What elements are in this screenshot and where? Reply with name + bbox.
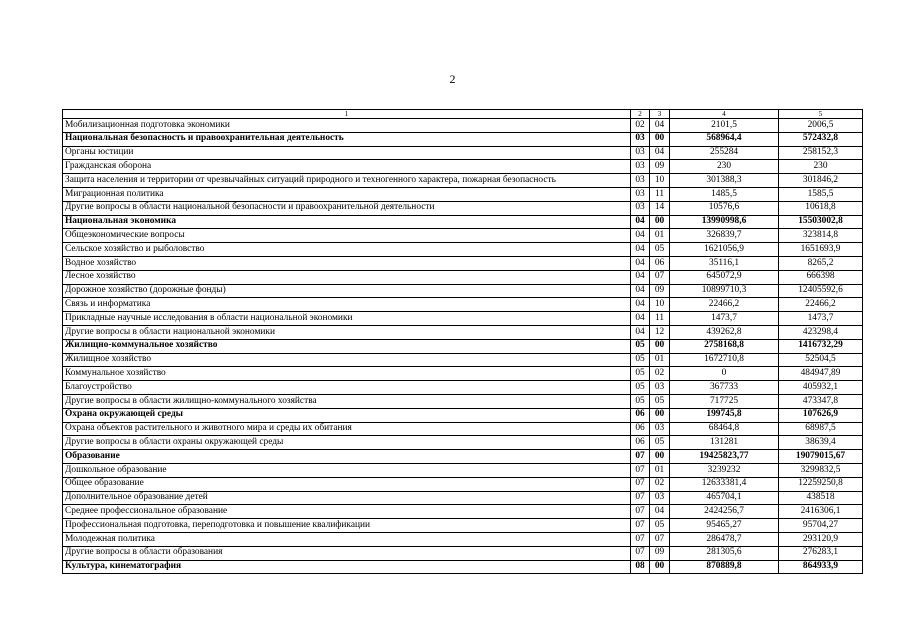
amount-col-4: 367733 [670,381,779,395]
amount-col-4: 1485,5 [670,187,779,201]
table-row [63,256,863,270]
amount-col-4: 2758168,8 [670,339,779,353]
amount-col-4: 1473,7 [670,312,779,326]
amount-col-5: 666398 [779,270,863,284]
subsection-code: 01 [650,353,670,367]
table-row [63,215,863,229]
amount-col-5: 19079015,67 [779,450,863,464]
section-code: 04 [631,243,650,257]
table-row [63,353,863,367]
amount-col-5: 10618,8 [779,201,863,215]
amount-col-4: 68464,8 [670,422,779,436]
table-row [63,325,863,339]
amount-col-4: 717725 [670,394,779,408]
amount-col-5: 22466,2 [779,298,863,312]
row-name: Лесное хозяйство [63,270,631,284]
row-name: Сельское хозяйство и рыболовство [63,243,631,257]
row-name: Молодежная политика [63,532,631,546]
subsection-code: 04 [650,119,670,133]
amount-col-4: 19425823,77 [670,450,779,464]
amount-col-5: 8265,2 [779,256,863,270]
subsection-code: 09 [650,284,670,298]
table-row [63,560,863,574]
subsection-code: 03 [650,381,670,395]
header-col-1: 1 [63,110,631,119]
table-row [63,463,863,477]
section-code: 04 [631,298,650,312]
subsection-code: 07 [650,532,670,546]
amount-col-5: 438518 [779,491,863,505]
amount-col-5: 484947,89 [779,367,863,381]
section-code: 05 [631,394,650,408]
table-row [63,546,863,560]
row-name: Органы юстиции [63,146,631,160]
row-name: Охрана объектов растительного и животного мира и среды их обитания [63,422,631,436]
section-code: 07 [631,532,650,546]
amount-col-5: 276283,1 [779,546,863,560]
section-code: 03 [631,132,650,146]
section-code: 07 [631,463,650,477]
amount-col-4: 2101,5 [670,119,779,133]
row-name: Национальная безопасность и правоохранительная деятельность [63,132,631,146]
subsection-code: 04 [650,505,670,519]
section-code: 04 [631,312,650,326]
section-code: 05 [631,339,650,353]
subsection-code: 12 [650,325,670,339]
subsection-code: 05 [650,243,670,257]
table-row [63,270,863,284]
amount-col-5: 1585,5 [779,187,863,201]
row-name: Связь и информатика [63,298,631,312]
row-name: Гражданская оборона [63,160,631,174]
table-row [63,243,863,257]
table-row [63,160,863,174]
amount-col-4: 35116,1 [670,256,779,270]
table-row [63,519,863,533]
amount-col-5: 230 [779,160,863,174]
amount-col-5: 68987,5 [779,422,863,436]
amount-col-5: 15503002,8 [779,215,863,229]
amount-col-4: 645072,9 [670,270,779,284]
row-name: Дорожное хозяйство (дорожные фонды) [63,284,631,298]
section-code: 07 [631,546,650,560]
amount-col-4: 13990998,6 [670,215,779,229]
table-row [63,477,863,491]
subsection-code: 09 [650,160,670,174]
amount-col-4: 10899710,3 [670,284,779,298]
section-code: 06 [631,422,650,436]
row-name: Охрана окружающей среды [63,408,631,422]
amount-col-4: 1621056,9 [670,243,779,257]
amount-col-4: 3239232 [670,463,779,477]
section-code: 07 [631,505,650,519]
amount-col-4: 286478,7 [670,532,779,546]
row-name: Образование [63,450,631,464]
table-row [63,146,863,160]
row-name: Миграционная политика [63,187,631,201]
row-name: Защита населения и территории от чрезвычайных ситуаций природного и техногенного характера, пожарная безопасность [63,174,631,188]
table-row [63,229,863,243]
budget-table [62,109,863,574]
amount-col-4: 199745,8 [670,408,779,422]
row-name: Благоустройство [63,381,631,395]
section-code: 05 [631,381,650,395]
section-code: 03 [631,201,650,215]
amount-col-4: 281305,6 [670,546,779,560]
row-name: Коммунальное хозяйство [63,367,631,381]
subsection-code: 01 [650,229,670,243]
table-row [63,436,863,450]
row-name: Жилищное хозяйство [63,353,631,367]
amount-col-4: 95465,27 [670,519,779,533]
section-code: 07 [631,477,650,491]
section-code: 03 [631,146,650,160]
amount-col-4: 255284 [670,146,779,160]
table-row [63,367,863,381]
table-row [63,312,863,326]
table-row [63,422,863,436]
table-row [63,450,863,464]
row-name: Другие вопросы в области жилищно-коммунального хозяйства [63,394,631,408]
section-code: 04 [631,215,650,229]
subsection-code: 00 [650,408,670,422]
section-code: 04 [631,270,650,284]
amount-col-4: 12633381,4 [670,477,779,491]
section-code: 07 [631,450,650,464]
amount-col-5: 1651693,9 [779,243,863,257]
amount-col-5: 864933,9 [779,560,863,574]
subsection-code: 11 [650,312,670,326]
subsection-code: 00 [650,339,670,353]
subsection-code: 11 [650,187,670,201]
header-col-4: 4 [670,110,779,119]
amount-col-5: 572432,8 [779,132,863,146]
amount-col-5: 423298,4 [779,325,863,339]
amount-col-5: 12259250,8 [779,477,863,491]
table-row [63,532,863,546]
subsection-code: 05 [650,394,670,408]
amount-col-5: 1473,7 [779,312,863,326]
amount-col-4: 326839,7 [670,229,779,243]
amount-col-5: 301846,2 [779,174,863,188]
table-row [63,298,863,312]
section-code: 04 [631,229,650,243]
header-row [63,110,863,119]
section-code: 05 [631,353,650,367]
subsection-code: 04 [650,146,670,160]
section-code: 08 [631,560,650,574]
section-code: 03 [631,160,650,174]
section-code: 04 [631,325,650,339]
amount-col-5: 258152,3 [779,146,863,160]
amount-col-5: 405932,1 [779,381,863,395]
section-code: 04 [631,256,650,270]
subsection-code: 00 [650,450,670,464]
row-name: Другие вопросы в области национальной безопасности и правоохранительной деятельности [63,201,631,215]
amount-col-4: 465704,1 [670,491,779,505]
subsection-code: 03 [650,491,670,505]
section-code: 04 [631,284,650,298]
section-code: 03 [631,174,650,188]
subsection-code: 05 [650,436,670,450]
amount-col-5: 323814,8 [779,229,863,243]
amount-col-5: 2416306,1 [779,505,863,519]
subsection-code: 00 [650,215,670,229]
table-row [63,505,863,519]
row-name: Прикладные научные исследования в области национальной экономики [63,312,631,326]
table-row [63,187,863,201]
table-row [63,394,863,408]
table-row [63,284,863,298]
section-code: 05 [631,367,650,381]
subsection-code: 02 [650,367,670,381]
table-row [63,119,863,133]
amount-col-4: 0 [670,367,779,381]
table-row [63,339,863,353]
amount-col-4: 230 [670,160,779,174]
amount-col-4: 301388,3 [670,174,779,188]
subsection-code: 02 [650,477,670,491]
table-row [63,201,863,215]
subsection-code: 10 [650,174,670,188]
amount-col-4: 10576,6 [670,201,779,215]
page-number: 2 [449,72,456,86]
amount-col-5: 3299832,5 [779,463,863,477]
amount-col-5: 95704,27 [779,519,863,533]
subsection-code: 03 [650,422,670,436]
amount-col-4: 2424256,7 [670,505,779,519]
row-name: Общее образование [63,477,631,491]
row-name: Другие вопросы в области образования [63,546,631,560]
amount-col-5: 12405592,6 [779,284,863,298]
amount-col-4: 568964,4 [670,132,779,146]
section-code: 02 [631,119,650,133]
amount-col-4: 131281 [670,436,779,450]
row-name: Другие вопросы в области национальной экономики [63,325,631,339]
subsection-code: 00 [650,560,670,574]
table-row [63,408,863,422]
row-name: Другие вопросы в области охраны окружающей среды [63,436,631,450]
section-code: 07 [631,519,650,533]
row-name: Общеэкономические вопросы [63,229,631,243]
subsection-code: 01 [650,463,670,477]
table-row [63,491,863,505]
amount-col-5: 293120,9 [779,532,863,546]
amount-col-4: 1672710,8 [670,353,779,367]
amount-col-4: 439262,8 [670,325,779,339]
subsection-code: 06 [650,256,670,270]
header-col-5: 5 [779,110,863,119]
row-name: Дополнительное образование детей [63,491,631,505]
row-name: Профессиональная подготовка, переподготовка и повышение квалификации [63,519,631,533]
row-name: Национальная экономика [63,215,631,229]
header-col-3: 3 [650,110,670,119]
subsection-code: 09 [650,546,670,560]
table-row [63,174,863,188]
header-col-2: 2 [631,110,650,119]
row-name: Жилищно-коммунальное хозяйство [63,339,631,353]
section-code: 06 [631,436,650,450]
section-code: 03 [631,187,650,201]
subsection-code: 10 [650,298,670,312]
section-code: 07 [631,491,650,505]
subsection-code: 14 [650,201,670,215]
section-code: 06 [631,408,650,422]
row-name: Дошкольное образование [63,463,631,477]
row-name: Культура, кинематография [63,560,631,574]
amount-col-5: 473347,8 [779,394,863,408]
table-row [63,132,863,146]
subsection-code: 00 [650,132,670,146]
amount-col-5: 38639,4 [779,436,863,450]
amount-col-5: 107626,9 [779,408,863,422]
table-row [63,381,863,395]
subsection-code: 07 [650,270,670,284]
row-name: Водное хозяйство [63,256,631,270]
amount-col-5: 2006,5 [779,119,863,133]
amount-col-5: 52504,5 [779,353,863,367]
amount-col-4: 870889,8 [670,560,779,574]
amount-col-5: 1416732,29 [779,339,863,353]
row-name: Среднее профессиональное образование [63,505,631,519]
amount-col-4: 22466,2 [670,298,779,312]
row-name: Мобилизационная подготовка экономики [63,119,631,133]
subsection-code: 05 [650,519,670,533]
